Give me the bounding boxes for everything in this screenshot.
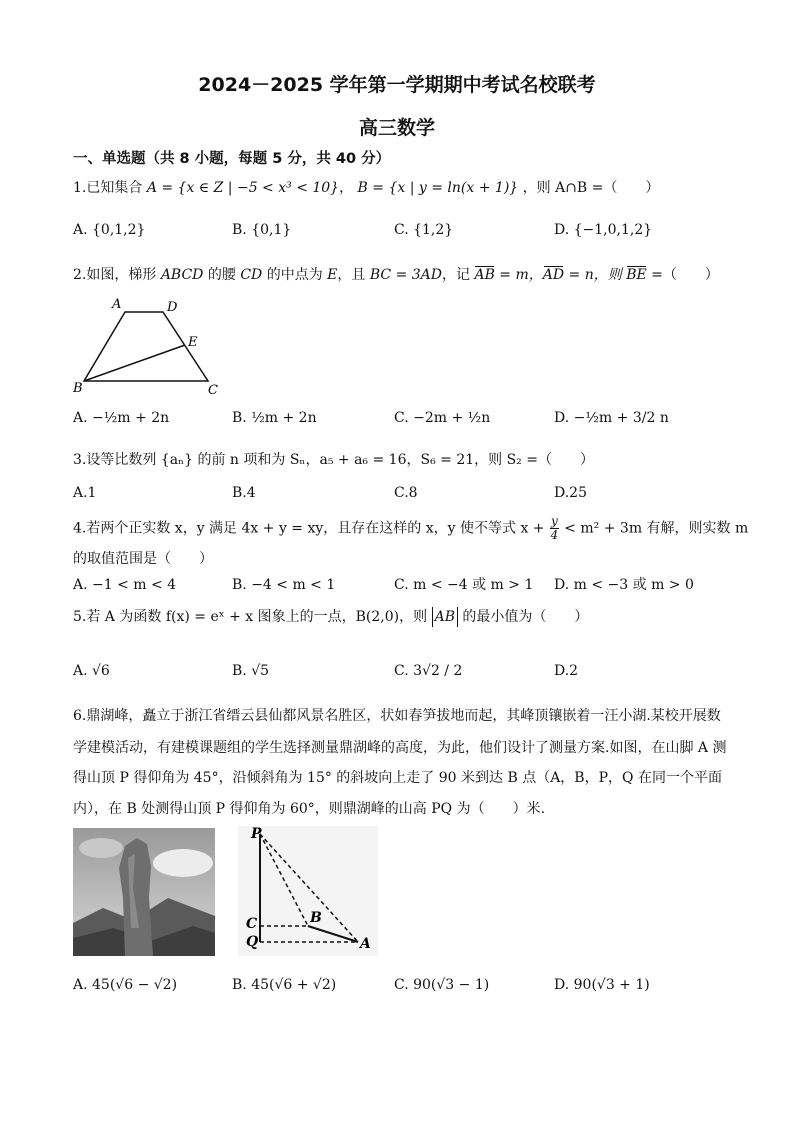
label-d: D [167,300,178,315]
q1-option-a[interactable]: A. {0,1,2} [73,222,146,238]
q3-option-c[interactable]: C.8 [394,485,418,501]
q4-option-d[interactable]: D. m < −3 或 m > 0 [554,577,694,593]
question-5-stem: 5.若 A 为函数 f(x) = eˣ + x 图象上的一点，B(2,0)，则 AB 的最小值为（ ） [73,609,589,625]
label-c: C [208,383,218,398]
q4-option-b[interactable]: B. −4 < m < 1 [232,577,336,593]
q3-option-a[interactable]: A.1 [73,485,97,501]
label-b: B [310,910,322,926]
q6-option-d[interactable]: D. 90(√3 + 1) [554,977,650,993]
question-4-stem-cont: 的取值范围是（ ） [73,551,213,567]
exam-subtitle: 高三数学 [358,117,435,139]
label-a: A [360,936,371,952]
exam-title: 2024－2025 学年第一学期期中考试名校联考 [198,74,596,96]
question-6-line-2: 学建模活动，有建模课题组的学生选择测量鼎湖峰的高度，为此，他们设计了测量方案.如图，在山脚 A 测 [73,740,727,756]
label-b: B [73,381,83,396]
q2-option-a[interactable]: A. −½m + 2n [73,410,170,426]
q6-option-a[interactable]: A. 45(√6 − √2) [73,977,178,993]
question-2-stem: 2.如图，梯形 ABCD 的腰 CD 的中点为 E，且 BC = 3AD，记 AB = m，AD = n，则 BE =（ ） [73,267,719,283]
peak-photo [73,828,215,956]
question-6-line-4: 内），在 B 处测得山顶 P 得仰角为 60°，则鼎湖峰的山高 PQ 为（ ）米. [73,801,546,817]
set-a: A = {x ∈ Z | −5 < x³ < 10} [146,180,340,196]
q6-option-b[interactable]: B. 45(√6 + √2) [232,977,337,993]
segment-be [84,345,185,381]
trapezoid-figure [70,295,230,400]
mountain-geometry-figure [238,826,378,956]
q5-option-b[interactable]: B. √5 [232,663,270,679]
q1-option-d[interactable]: D. {−1,0,1,2} [554,222,653,238]
label-a: A [112,297,122,312]
q6-option-c[interactable]: C. 90(√3 − 1) [394,977,490,993]
q5-option-a[interactable]: A. √6 [73,663,110,679]
q3-option-b[interactable]: B.4 [232,485,256,501]
q2-option-d[interactable]: D. −½m + 3/2 n [554,410,669,426]
label-q: Q [246,934,259,950]
question-6-line-3: 得山顶 P 得仰角为 45°，沿倾斜角为 15° 的斜坡向上走了 90 米到达 B 点（A，B，P，Q 在同一个平面 [73,770,722,786]
q4-option-c[interactable]: C. m < −4 或 m > 1 [394,577,534,593]
q1-option-b[interactable]: B. {0,1} [232,222,292,238]
q5-option-d[interactable]: D.2 [554,663,579,679]
set-b: B = {x | y = ln(x + 1)} [357,180,519,196]
q4-option-a[interactable]: A. −1 < m < 4 [73,577,177,593]
label-c: C [246,916,258,932]
label-e: E [188,335,198,350]
q2-option-c[interactable]: C. −2m + ½n [394,410,491,426]
q1-option-c[interactable]: C. {1,2} [394,222,454,238]
q3-option-d[interactable]: D.25 [554,485,587,501]
section-heading: 一、单选题（共 8 小题，每题 5 分，共 40 分） [73,151,391,167]
question-3-stem: 3.设等比数列 {aₙ} 的前 n 项和为 Sₙ，a₅ + a₆ = 16，S₆ = 21，则 S₂ =（ ） [73,452,594,468]
question-1-stem: 1.已知集合 A = {x ∈ Z | −5 < x³ < 10}， B = {x | y = ln(x + 1)} ，则 A∩B =（ ） [73,180,660,196]
question-6-line-1: 6.鼎湖峰，矗立于浙江省缙云县仙都风景名胜区，状如春笋拔地而起，其峰顶镶嵌着一汪小湖.某校开展数 [73,708,721,724]
q5-option-c[interactable]: C. 3√2 / 2 [394,663,463,679]
label-p: P [251,826,262,842]
q2-option-b[interactable]: B. ½m + 2n [232,410,317,426]
question-4-stem: 4.若两个正实数 x，y 满足 4x + y = xy，且存在这样的 x，y 使不等式 x + $\frac{y}{4}$ < m² + 3m 有解，则实数 m [73,514,749,542]
